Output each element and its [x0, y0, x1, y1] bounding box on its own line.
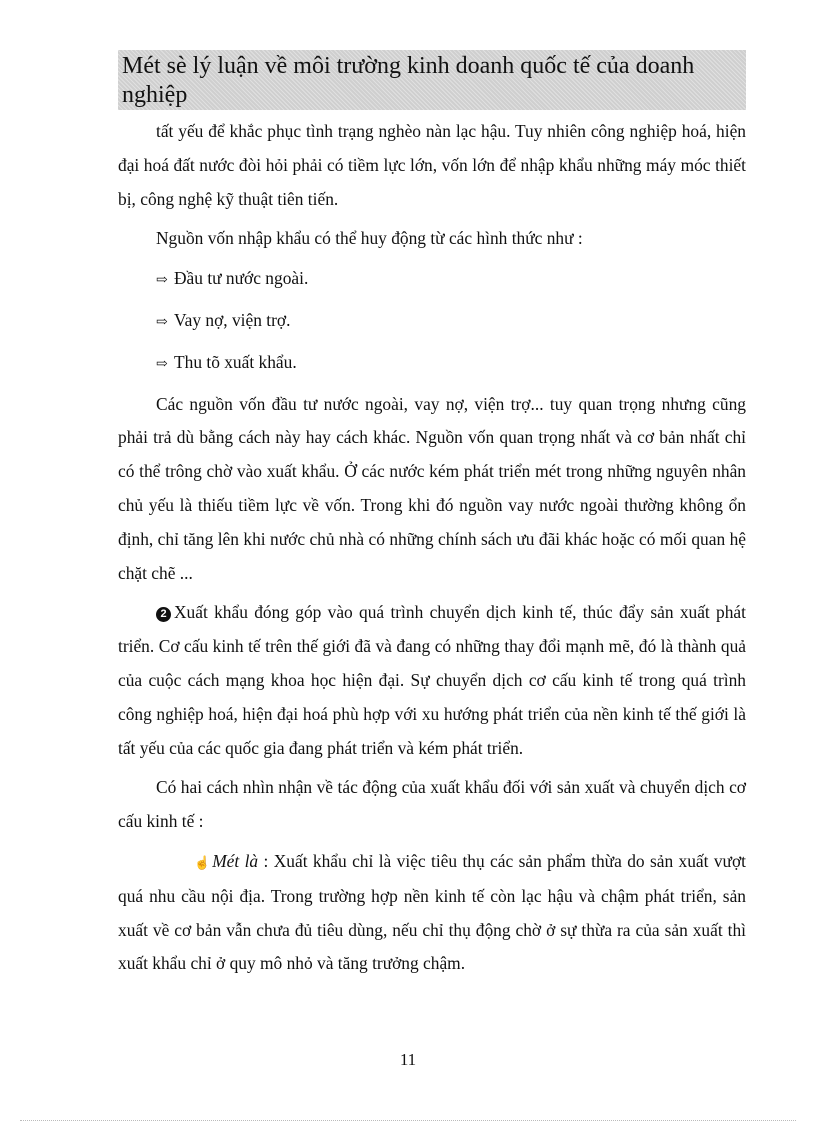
circled-number-2-icon: 2: [156, 607, 171, 622]
paragraph-3: Các nguồn vốn đầu tư nước ngoài, vay nợ, viện trợ... tuy quan trọng nhưng cũng phải trả dù bằng cách này hay cách khác. Nguồn vốn quan trọng nhất và cơ bản nhất chỉ có thể trông chờ vào xuất khẩu. Ở các nước kém phát triển mét trong những nguyên nhân chủ yếu là thiếu tiềm lực về vốn. Trong khi đó nguồn vay nước ngoài thường không ổn định, chỉ tăng lên khi nước chủ nhà có những chính sách ưu đãi khác hoặc có mối quan hệ chặt chẽ ...: [118, 393, 746, 583]
arrow-right-icon: ⇨: [156, 314, 168, 330]
bullet-item-label: Thu tõ xuất khẩu.: [174, 351, 297, 372]
body-text: [118, 115, 746, 987]
paragraph-5: Có hai cách nhìn nhận về tác động của xuất khẩu đối với sản xuất và chuyển dịch cơ cấu kinh tế :: [118, 777, 746, 832]
paragraph-1: tất yếu để khắc phục tình trạng nghèo nàn lạc hậu. Tuy nhiên công nghiệp hoá, hiện đại hoá đất nước đòi hỏi phải có tiềm lực lớn, vốn lớn để nhập khẩu những máy móc thiết bị, công nghệ kỹ thuật tiên tiến.: [118, 121, 746, 209]
pointing-hand-icon: ☝: [194, 854, 211, 870]
bullet-item: [156, 262, 746, 298]
bullet-item: [156, 346, 746, 382]
paragraph-4: [118, 596, 746, 765]
bullet-item-label: Vay nợ, viện trợ.: [174, 309, 291, 330]
arrow-right-icon: ⇨: [156, 273, 168, 289]
page-bottom-rule: [20, 1120, 796, 1121]
bullet-item: [156, 304, 746, 340]
bullet-item-label: Đầu tư nước ngoài.: [174, 268, 309, 289]
page-number: 11: [399, 1050, 417, 1069]
paragraph-6: [118, 845, 746, 981]
paragraph-6-text: : Xuất khẩu chỉ là việc tiêu thụ các sản phẩm thừa do sản xuất vượt quá nhu cầu nội địa. Trong trường hợp nền kinh tế còn lạc hậu và chậm phát triển, sản xuất về cơ bản vẫn chưa đủ tiêu dùng, nếu chỉ thụ động chờ ở sự thừa ra của sản xuất thì xuất khẩu chỉ ở quy mô nhỏ và tăng trưởng chậm.: [118, 850, 746, 974]
paragraph-6-lead: Mét là: [212, 850, 259, 871]
paragraph-2: Nguồn vốn nhập khẩu có thể huy động từ các hình thức như :: [156, 228, 583, 249]
paragraph-4-text: Xuất khẩu đóng góp vào quá trình chuyển dịch kinh tế, thúc đẩy sản xuất phát triển. Cơ cấu kinh tế trên thế giới đã và đang có những thay đổi mạnh mẽ, đó là thành quả của cuộc cách mạng khoa học hiện đại. Sự chuyển dịch cơ cấu kinh tế trong quá trình công nghiệp hoá, hiện đại hoá phù hợp với xu hướng phát triển của nền kinh tế thế giới là tất yếu của các quốc gia đang phát triển và kém phát triển.: [118, 602, 746, 758]
arrow-right-icon: ⇨: [156, 356, 168, 372]
page-header-title: Mét sè lý luận về môi trường kinh doanh quốc tế của doanh nghiệp: [122, 53, 695, 108]
